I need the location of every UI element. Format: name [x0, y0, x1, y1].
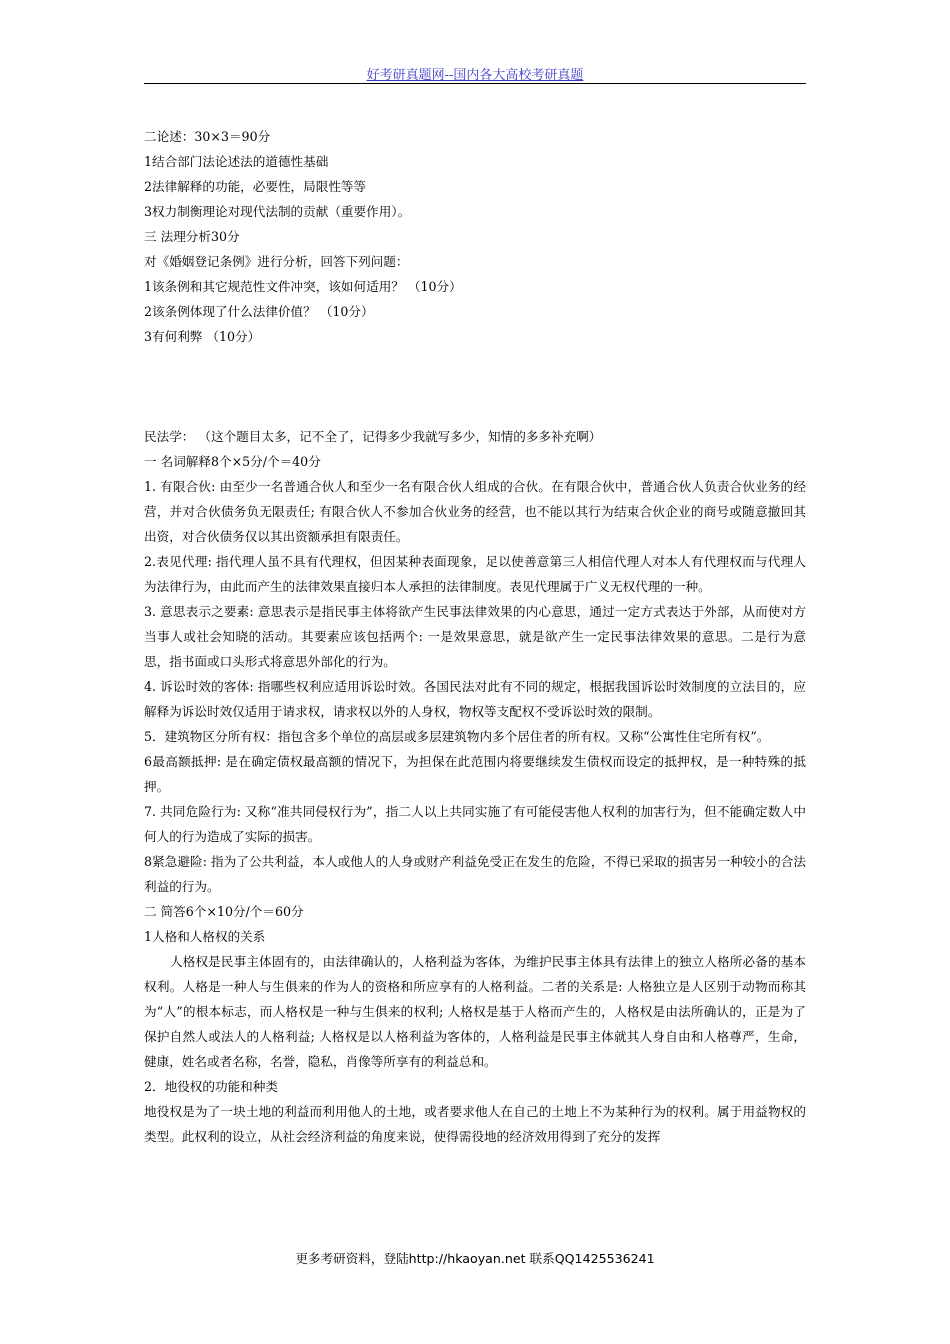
- question-title: 1人格和人格权的关系: [144, 929, 266, 944]
- definition-item: 6最高额抵押: 是在确定债权最高额的情况下，为担保在此范围内将要继续发生债权而设定的抵押权，是一种特殊的抵押。: [144, 754, 806, 794]
- civil-law-intro: 民法学： （这个题目太多，记不全了，记得多少我就写多少，知情的多多补充啊）: [144, 429, 602, 444]
- definitions-heading: 一 名词解释8个×5分/个＝40分: [144, 454, 321, 469]
- definition-item: 7. 共同危险行为: 又称“准共同侵权行为”，指二人以上共同实施了有可能侵害他人权利的加害行为，但不能确定数人中何人的行为造成了实际的损害。: [144, 804, 806, 844]
- definition-item: 2.表见代理: 指代理人虽不具有代理权，但因某种表面现象，足以使善意第三人相信代理人对本人有代理权而与代理人为法律行为，由此而产生的法律效果直接归本人承担的法律制度。表见代理属于广义无权代理的一种。: [144, 554, 806, 594]
- question-body: 地役权是为了一块土地的利益而利用他人的土地，或者要求他人在自己的土地上不为某种行为的权利。属于用益物权的类型。此权利的设立，从社会经济利益的角度来说，使得需役地的经济效用得到了充分的发挥: [144, 1104, 806, 1144]
- document-body: [144, 124, 806, 1149]
- definition-item: 4. 诉讼时效的客体: 指哪些权利应适用诉讼时效。各国民法对此有不同的规定，根据我国诉讼时效制度的立法目的，应解释为诉讼时效仅适用于请求权，请求权以外的人身权，物权等支配权不受诉讼时效的限制。: [144, 679, 806, 719]
- footer-text: 更多考研资料，登陆http://hkaoyan.net 联系QQ1425536241: [295, 1251, 655, 1266]
- blank-space: [144, 349, 806, 424]
- definition-item: 3. 意思表示之要素: 意思表示是指民事主体将欲产生民事法律效果的内心意思，通过一定方式表达于外部，从而使对方当事人或社会知晓的活动。其要素应该包括两个: 一是效果意思，就是欲产生一定民事法律效果的意思。二是行为意思，指书面或口头形式将意思外部化的行为。: [144, 604, 806, 669]
- question-title: 2．地役权的功能和种类: [144, 1079, 278, 1094]
- section1-line: 2该条例体现了什么法律价值？ （10分）: [144, 304, 374, 319]
- section1-line: 3有何利弊 （10分）: [144, 329, 261, 344]
- section1-line: 1结合部门法论述法的道德性基础: [144, 154, 329, 169]
- section1-line: 三 法理分析30分: [144, 229, 240, 244]
- question-body: 人格权是民事主体固有的，由法律确认的，人格利益为客体，为维护民事主体具有法律上的独立人格所必备的基本权利。人格是一种人与生俱来的作为人的资格和所应享有的人格利益。二者的关系是: 人格独立是人区别于动物而称其为“人”的根本标志，而人格权是一种与生俱来的权利; 人格权是基于人格而产生的，人格权是由法所确认的，正是为了保护自然人或法人的人格利益; 人格权是以人格利益为客体的，人格利益是民事主体就其人身自由和人格尊严，生命，健康，姓名或者名称，名誉，隐私，肖像等所享有的利益总和。: [144, 954, 806, 1069]
- header-divider: [144, 83, 806, 84]
- definition-item: 1. 有限合伙: 由至少一名普通合伙人和至少一名有限合伙人组成的合伙。在有限合伙中，普通合伙人负责合伙业务的经营，并对合伙债务负无限责任; 有限合伙人不参加合伙业务的经营，也不能以其行为结束合伙企业的商号或随意撤回其出资，对合伙债务仅以其出资额承担有限责任。: [144, 479, 806, 544]
- section1-line: 二论述：30×3＝90分: [144, 129, 271, 144]
- short-answer-heading: 二 简答6个×10分/个＝60分: [144, 904, 304, 919]
- definition-item: 8紧急避险: 指为了公共利益，本人或他人的人身或财产利益免受正在发生的危险，不得已采取的损害另一种较小的合法利益的行为。: [144, 854, 806, 894]
- section1-line: 1该条例和其它规范性文件冲突，该如何适用？ （10分）: [144, 279, 462, 294]
- section1-line: 对《婚姻登记条例》进行分析，回答下列问题：: [144, 254, 409, 269]
- header-link[interactable]: 好考研真题网--国内各大高校考研真题: [366, 68, 584, 83]
- section1-line: 2法律解释的功能，必要性，局限性等等: [144, 179, 367, 194]
- section1-line: 3权力制衡理论对现代法制的贡献（重要作用）。: [144, 204, 411, 219]
- definition-item: 5．建筑物区分所有权：指包含多个单位的高层或多层建筑物内多个居住者的所有权。又称“公寓性住宅所有权”。: [144, 729, 770, 744]
